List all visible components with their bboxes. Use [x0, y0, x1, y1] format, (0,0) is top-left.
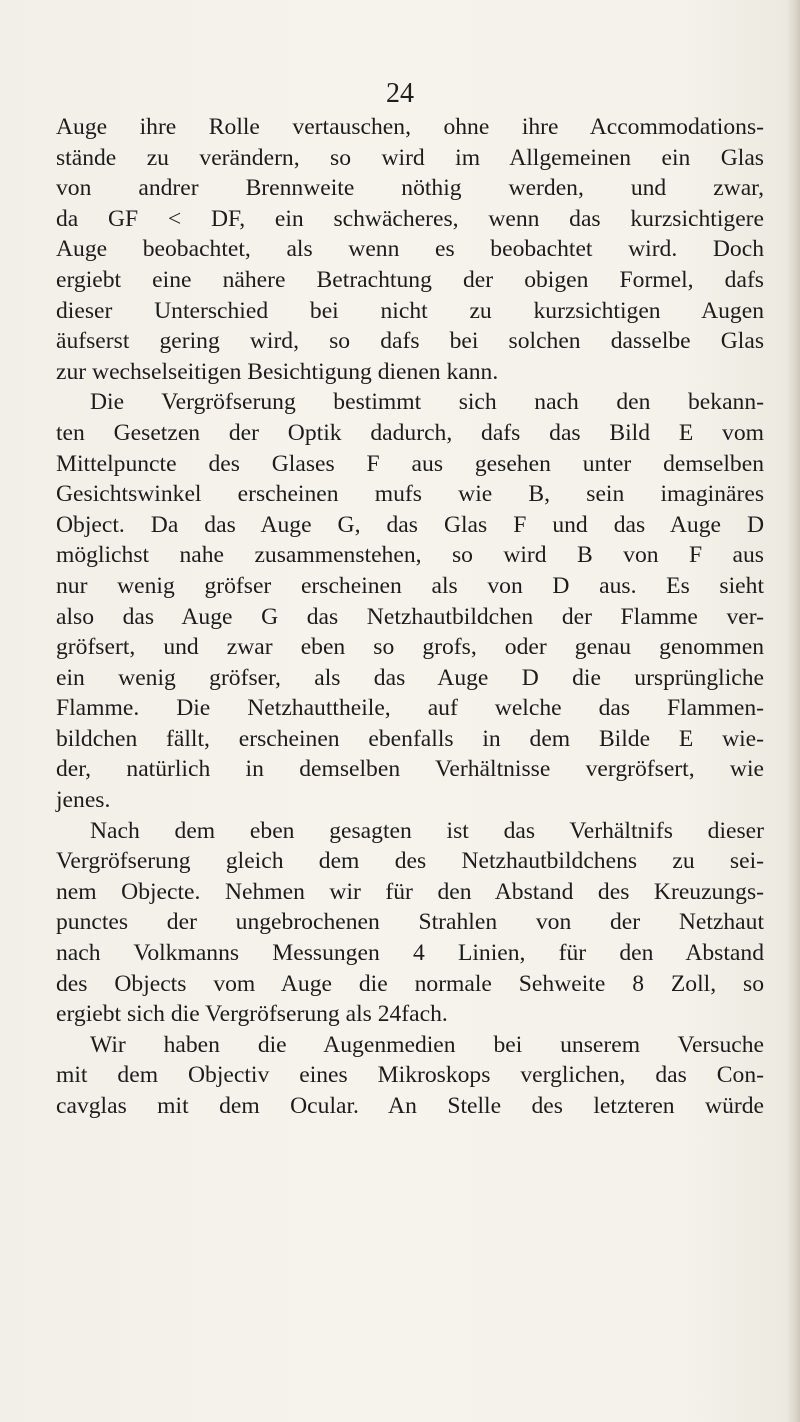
text-line: Auge ihre Rolle vertauschen, ohne ihre Accommodations-	[56, 114, 764, 140]
text-line: mit dem Objectiv eines Mikroskops verglichen, das Con-	[56, 1062, 764, 1089]
text-line: Auge beobachtet, als wenn es beobachtet wird. Doch	[56, 236, 764, 263]
text-line: stände zu verändern, so wird im Allgemeinen ein Glas	[56, 144, 764, 171]
page-number: 24	[386, 78, 414, 109]
body-text	[56, 112, 764, 1122]
text-line: also das Auge G das Netzhautbildchen der Flamme ver-	[56, 603, 764, 630]
text-line: Vergröfserung gleich dem des Netzhautbildchens zu sei-	[56, 848, 764, 875]
text-line: cavglas mit dem Ocular. An Stelle des letzteren würde	[56, 1093, 764, 1119]
text-line: zur wechselseitigen Besichtigung dienen kann.	[56, 358, 499, 385]
text-line: Die Vergröfserung bestimmt sich nach den bekann-	[90, 389, 764, 416]
text-line: Mittelpuncte des Glases F aus gesehen unter demselben	[56, 450, 764, 477]
text-line: des Objects vom Auge die normale Sehweite 8 Zoll, so	[56, 970, 764, 997]
text-line: Object. Da das Auge G, das Glas F und das Auge D	[56, 511, 764, 538]
text-line: möglichst nahe zusammenstehen, so wird B von F aus	[56, 542, 764, 569]
text-line: ergiebt sich die Vergröfserung als 24fach.	[56, 1001, 448, 1028]
text-line: Gesichtswinkel erscheinen mufs wie B, sein imaginäres	[56, 481, 764, 508]
text-line: ten Gesetzen der Optik dadurch, dafs das Bild E vom	[56, 419, 764, 446]
text-line: dieser Unterschied bei nicht zu kurzsichtigen Augen	[56, 297, 764, 324]
text-line: bildchen fällt, erscheinen ebenfalls in dem Bilde E wie-	[56, 725, 764, 752]
text-line: von andrer Brennweite nöthig werden, und zwar,	[56, 175, 764, 202]
text-line: gröfsert, und zwar eben so grofs, oder genau genommen	[56, 634, 764, 661]
text-line: äufserst gering wird, so dafs bei solchen dasselbe Glas	[56, 328, 764, 355]
text-line: Nach dem eben gesagten ist das Verhältnifs dieser	[90, 817, 764, 844]
text-line: nach Volkmanns Messungen 4 Linien, für den Abstand	[56, 940, 764, 967]
text-line: der, natürlich in demselben Verhältnisse vergröfsert, wie	[56, 756, 764, 783]
text-line: punctes der ungebrochenen Strahlen von der Netzhaut	[56, 909, 764, 936]
text-line: jenes.	[56, 787, 111, 814]
text-line: ein wenig gröfser, als das Auge D die ursprüngliche	[56, 664, 764, 691]
text-line: Flamme. Die Netzhauttheile, auf welche das Flammen-	[56, 695, 764, 722]
text-line: da GF < DF, ein schwächeres, wenn das kurzsichtigere	[56, 205, 764, 232]
page-edge-shadow	[786, 0, 800, 1422]
text-line: ergiebt eine nähere Betrachtung der obigen Formel, dafs	[56, 266, 764, 293]
text-line: nur wenig gröfser erscheinen als von D aus. Es sieht	[56, 572, 764, 599]
text-line: nem Objecte. Nehmen wir für den Abstand des Kreuzungs-	[56, 878, 764, 905]
text-line: Wir haben die Augenmedien bei unserem Versuche	[90, 1031, 764, 1058]
